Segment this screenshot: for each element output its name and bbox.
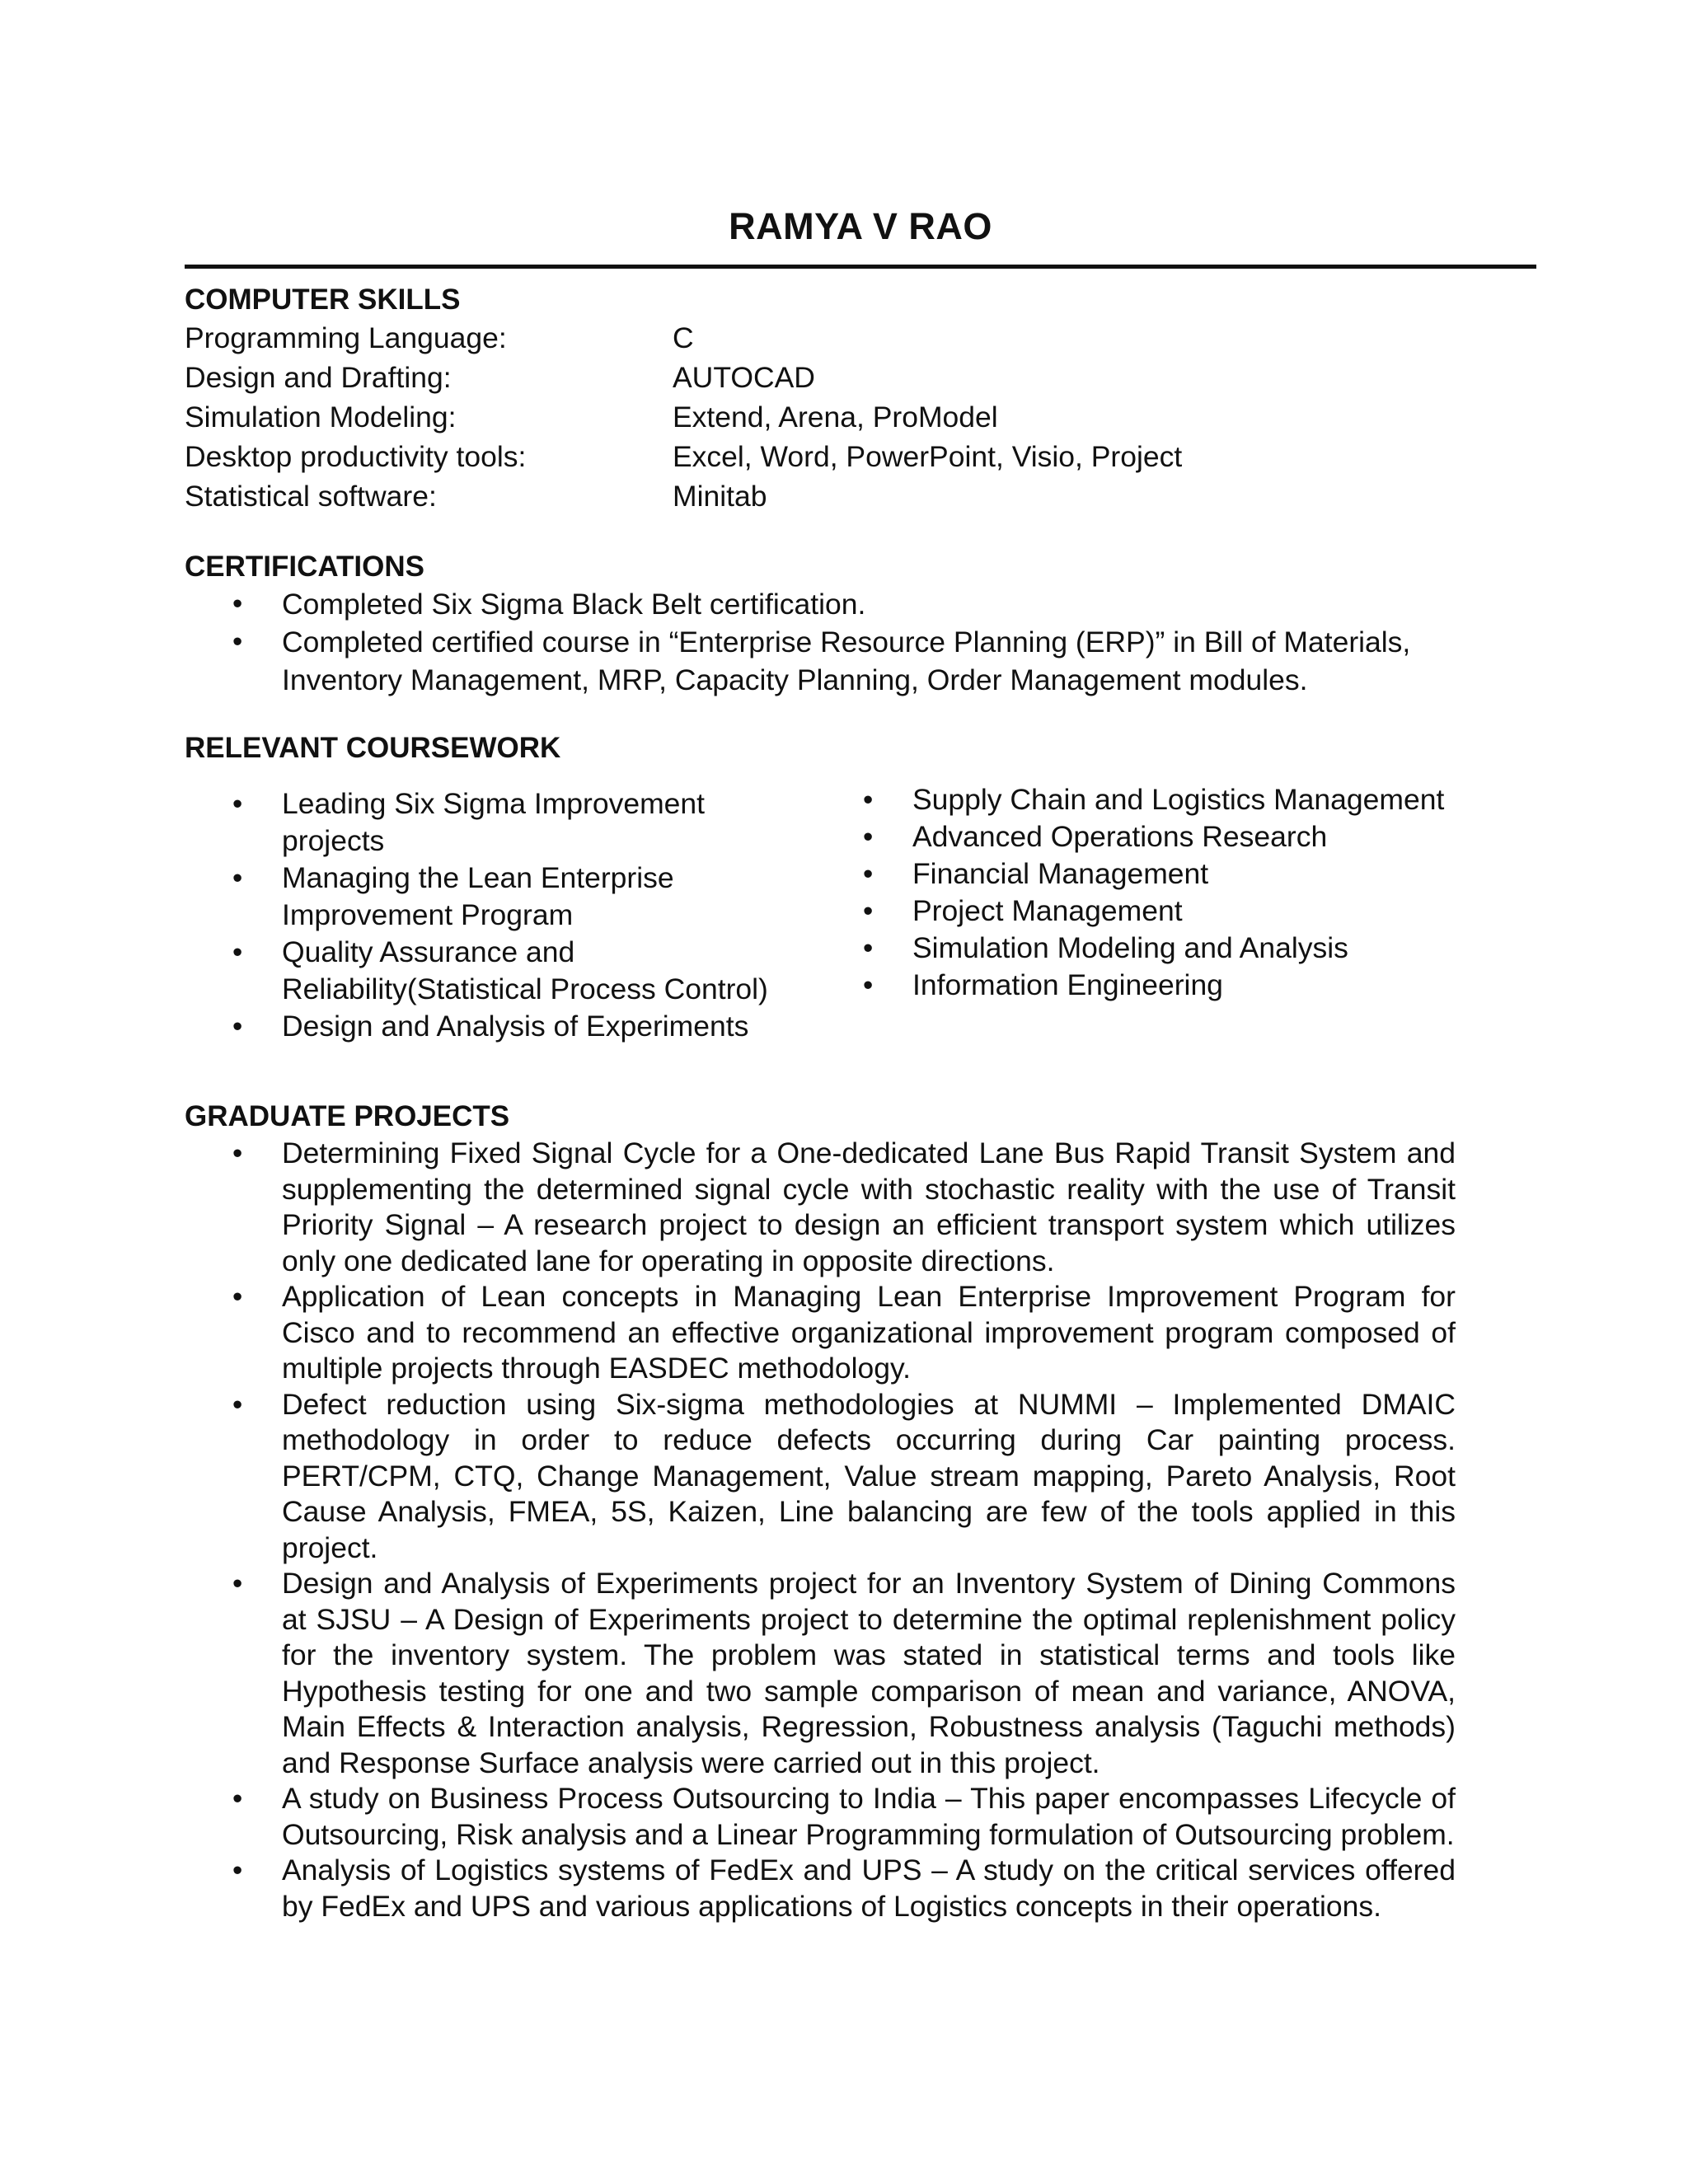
coursework-list-right [815,781,1540,1004]
list-item: • Project Management [815,893,1540,930]
list-item: • Leading Six Sigma Improvement projects [185,785,811,860]
list-item: • Application of Lean concepts in Managing Lean Enterprise Improvement Program for Cisco and to recommend an effective organizational improvement program composed of multiple projects through EASDEC methodology. [185,1279,1456,1387]
list-item: • Information Engineering [815,967,1540,1004]
list-item: • Advanced Operations Research [815,818,1540,855]
list-item: • Simulation Modeling and Analysis [815,930,1540,967]
skill-row [185,438,1536,477]
computer-skills-table [185,319,1536,517]
skill-label: Programming Language: [185,321,507,355]
skill-row [185,398,1536,438]
list-item: • Completed Six Sigma Black Belt certification. [185,585,1456,623]
list-item: • A study on Business Process Outsourcing to India – This paper encompasses Lifecycle of Outsourcing, Risk analysis and a Linear Programming formulation of Outsourcing problem. [185,1781,1456,1853]
list-item: • Completed certified course in “Enterprise Resource Planning (ERP)” in Bill of Materials, Inventory Management, MRP, Capacity Planning, Order Management modules. [185,623,1456,699]
skill-value: Excel, Word, PowerPoint, Visio, Project [673,440,1183,474]
header-divider [185,265,1536,269]
coursework-list-left [185,785,811,1045]
skill-label: Statistical software: [185,480,437,513]
skill-label: Design and Drafting: [185,361,452,395]
skill-row [185,477,1536,517]
coursework-heading: RELEVANT COURSEWORK [185,732,561,764]
list-item: • Financial Management [815,855,1540,893]
list-item: • Quality Assurance and Reliability(Statistical Process Control) [185,934,811,1008]
certifications-list [185,585,1456,699]
list-item: • Analysis of Logistics systems of FedEx and UPS – A study on the critical services offered by FedEx and UPS and various applications of Logistics concepts in their operations. [185,1853,1456,1924]
resume-page [185,0,1536,2184]
list-item: • Defect reduction using Six-sigma methodologies at NUMMI – Implemented DMAIC methodology in order to reduce defects occurring during Car painting process. PERT/CPM, CTQ, Change Management, Value stream mapping, Pareto Analysis, Root Cause Analysis, FMEA, 5S, Kaizen, Line balancing are few of the tools applied in this project. [185,1387,1456,1567]
skill-row [185,359,1536,398]
list-item: • Design and Analysis of Experiments project for an Inventory System of Dining Commons at SJSU – A Design of Experiments project to determine the optimal replenishment policy for the inventory system. The problem was stated in statistical terms and tools like Hypothesis testing for one and two sample comparison of mean and variance, ANOVA, Main Effects & Interaction analysis, Regression, Robustness analysis (Taguchi methods) and Response Surface analysis were carried out in this project. [185,1566,1456,1781]
skill-value: Extend, Arena, ProModel [673,401,998,434]
skill-value: C [673,321,694,355]
graduate-projects-list [185,1136,1456,1924]
skill-value: Minitab [673,480,767,513]
list-item: • Supply Chain and Logistics Management [815,781,1540,818]
computer-skills-heading: COMPUTER SKILLS [185,284,461,316]
list-item: • Determining Fixed Signal Cycle for a One-dedicated Lane Bus Rapid Transit System and supplementing the determined signal cycle with stochastic reality with the use of Transit Priority Signal – A research project to design an efficient transport system which utilizes only one dedicated lane for operating in opposite directions. [185,1136,1456,1279]
list-item: • Design and Analysis of Experiments [185,1008,811,1045]
skill-label: Desktop productivity tools: [185,440,527,474]
graduate-projects-heading: GRADUATE PROJECTS [185,1100,510,1132]
skill-label: Simulation Modeling: [185,401,457,434]
candidate-name: RAMYA V RAO [729,205,992,247]
skill-row [185,319,1536,359]
certifications-heading: CERTIFICATIONS [185,551,425,583]
skill-value: AUTOCAD [673,361,815,395]
list-item: • Managing the Lean Enterprise Improvement Program [185,860,811,934]
